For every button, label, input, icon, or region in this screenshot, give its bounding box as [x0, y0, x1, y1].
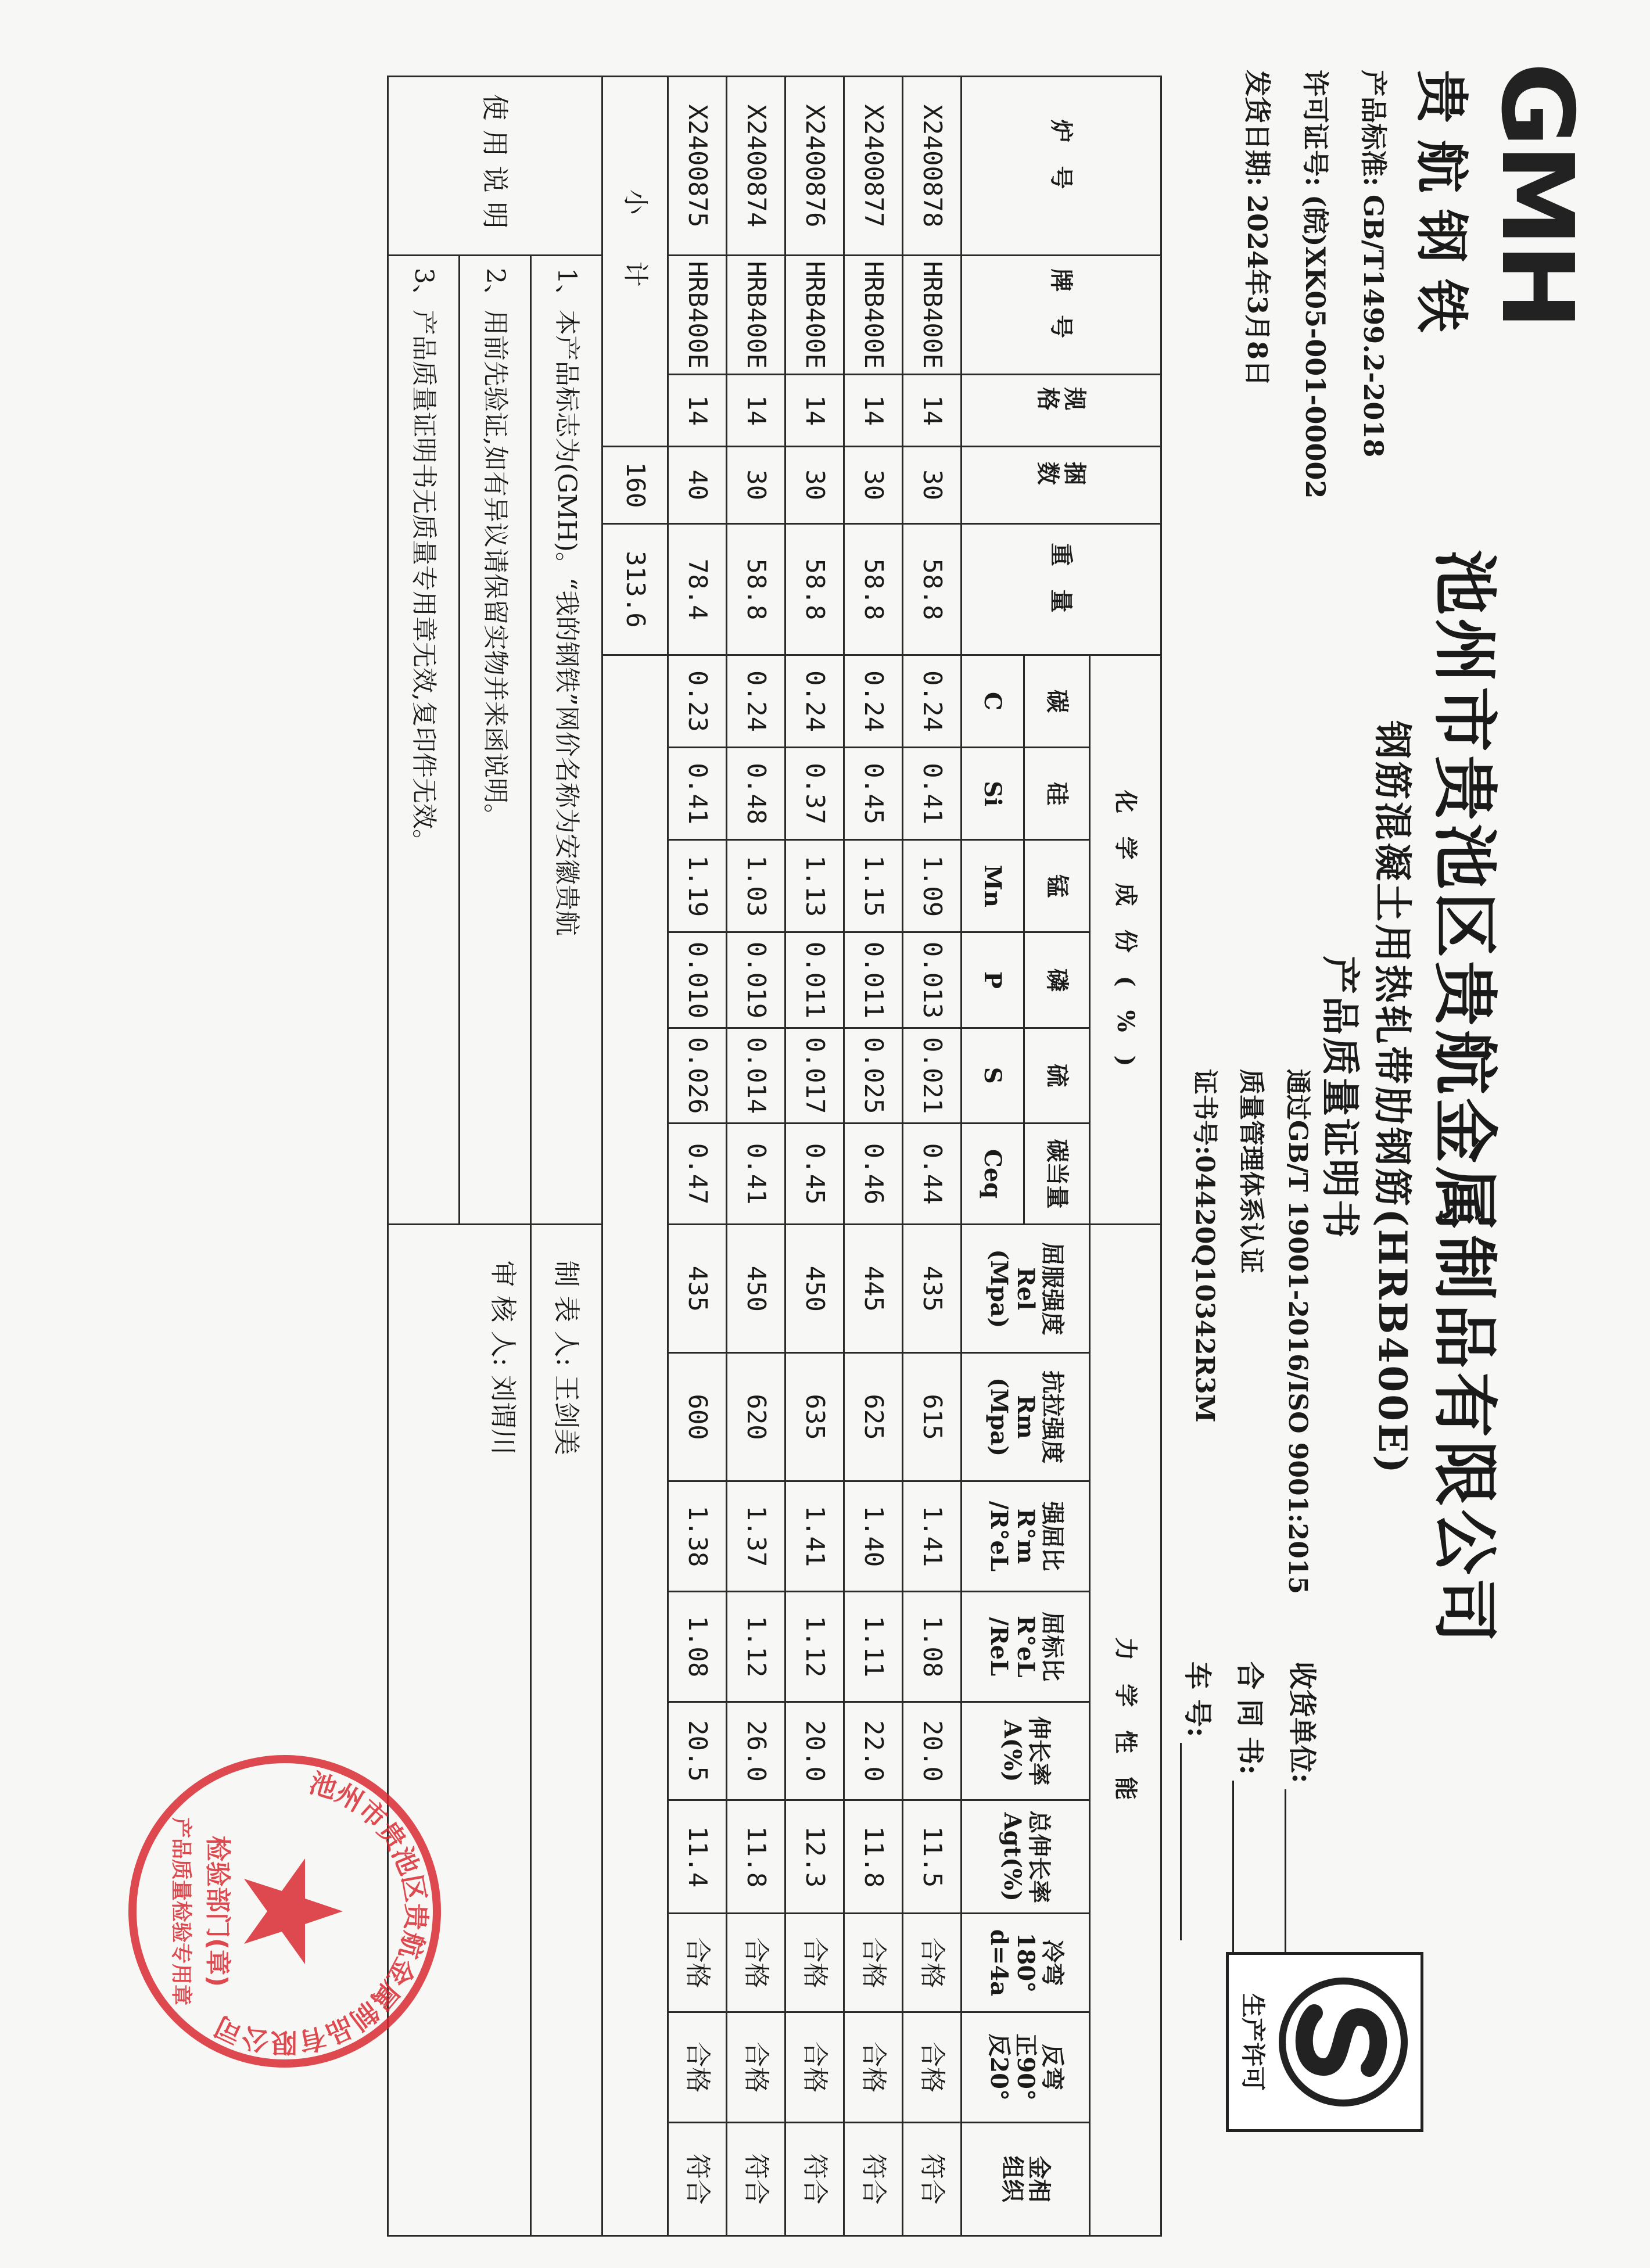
seal-bottom-text: 产品质量检验专用章: [169, 1817, 193, 2006]
header-elongation: [962, 1702, 1090, 1800]
ratio1-den: /R°eL: [985, 1501, 1013, 1572]
cell-c: 0.24: [727, 655, 785, 747]
cell-ratio1: 1.41: [903, 1481, 962, 1591]
cell-rm: 625: [844, 1353, 903, 1481]
cell-grade: HRB400E: [903, 256, 962, 375]
cell-si: 0.48: [727, 748, 785, 840]
cell-a: 22.0: [844, 1702, 903, 1800]
cell-p: 0.010: [668, 932, 727, 1028]
cell-bend: 合格: [785, 1914, 844, 2012]
cell-a: 20.0: [785, 1702, 844, 1800]
cell-ratio2: 1.12: [727, 1591, 785, 1702]
cell-rebend: 合格: [844, 2012, 903, 2122]
cell-furnace: X2400876: [785, 77, 844, 256]
agt-cn: 总伸长率: [1025, 1810, 1053, 1904]
cell-c: 0.23: [668, 655, 727, 747]
header-rebend: [962, 2012, 1090, 2122]
ratio1-cn: 强屈比: [1039, 1501, 1066, 1571]
certificate-number: [1189, 1069, 1226, 1423]
cell-spec: 14: [785, 375, 844, 446]
rebend-rev: 反20°: [985, 2033, 1013, 2101]
header-phosphorus: 磷: [1024, 932, 1090, 1028]
cell-rm: 635: [785, 1353, 844, 1481]
cell-spec: 14: [903, 375, 962, 446]
cell-ceq: 0.45: [785, 1123, 844, 1225]
contract-field: [1232, 1661, 1272, 1978]
bend-cn: 冷弯: [1039, 1939, 1066, 1986]
cell-metal: 符合: [785, 2122, 844, 2235]
header-weight: 重量: [962, 524, 1161, 655]
cell-ceq: 0.46: [844, 1123, 903, 1225]
cell-rel: 450: [785, 1225, 844, 1353]
metal-cn: 金相: [1025, 2155, 1053, 2202]
header-c: C: [962, 655, 1024, 747]
note-1: 1、本产品标志为(GMH)。“我的钢铁”网价名称为安徽贵航: [531, 256, 602, 1225]
cell-ratio2: 1.12: [785, 1591, 844, 1702]
cell-furnace: X2400875: [668, 77, 727, 256]
header-p: P: [962, 932, 1024, 1028]
product-title: 钢筋混凝土用热轧带肋钢筋(HRB400E): [1370, 720, 1415, 1476]
cell-mn: 1.19: [668, 840, 727, 932]
s-license-icon: [1276, 1975, 1410, 2109]
table-row: [727, 77, 785, 2236]
header-s: S: [962, 1028, 1024, 1123]
header-strength-ratio: [962, 1481, 1090, 1591]
cell-si: 0.41: [903, 748, 962, 840]
cell-rel: 450: [727, 1225, 785, 1353]
ratio2-sym: R°eL: [1012, 1615, 1039, 1678]
cell-ratio1: 1.40: [844, 1481, 903, 1591]
iso-certification: 通过GB/T 19001-2016/ISO 9001:2015: [1283, 1069, 1312, 1594]
cell-s: 0.025: [844, 1028, 903, 1123]
cell-agt: 11.5: [903, 1800, 962, 1914]
cell-metal: 符合: [903, 2122, 962, 2235]
table-row: [844, 77, 903, 2236]
cell-ratio2: 1.11: [844, 1591, 903, 1702]
ratio1-sym: R°m: [1012, 1508, 1039, 1564]
header-sulfur: 硫: [1024, 1028, 1090, 1123]
cell-rel: 435: [668, 1225, 727, 1353]
cell-grade: HRB400E: [844, 256, 903, 375]
cell-furnace: X2400874: [727, 77, 785, 256]
yield-unit: (Mpa): [985, 1249, 1013, 1329]
cell-rel: 445: [844, 1225, 903, 1353]
cell-rebend: 合格: [903, 2012, 962, 2122]
production-license-label: 生产许可: [1239, 1993, 1267, 2091]
cell-mn: 1.13: [785, 840, 844, 932]
cell-ceq: 0.47: [668, 1123, 727, 1225]
seal-center-text: 检验部门(章): [203, 1835, 232, 1987]
seal-ring-text: 池州市贵池区贵航金属制品有限公司: [209, 1767, 432, 2059]
ship-date-value: 2024年3月8日: [1242, 194, 1273, 387]
header-mn: Mn: [962, 840, 1024, 932]
cell-rebend: 合格: [668, 2012, 727, 2122]
usage-label: 使用说明: [388, 77, 602, 256]
table-row: [903, 77, 962, 2236]
cell-grade: HRB400E: [785, 256, 844, 375]
header-metallography: [962, 2122, 1090, 2235]
product-standard-value: GB/T1499.2-2018: [1358, 194, 1389, 458]
cell-grade: HRB400E: [727, 256, 785, 375]
cell-si: 0.45: [844, 748, 903, 840]
ratio2-cn: 屈标比: [1039, 1612, 1066, 1682]
cell-weight: 58.8: [785, 524, 844, 655]
maker-name: 王剑美: [551, 1375, 583, 1455]
certificate-number-label: 证书号:: [1190, 1069, 1219, 1155]
cell-weight: 58.8: [844, 524, 903, 655]
cell-agt: 11.4: [668, 1800, 727, 1914]
cell-c: 0.24: [903, 655, 962, 747]
production-license-mark: [1226, 1952, 1423, 2132]
cell-bundles: 40: [668, 446, 727, 523]
product-standard: [1356, 70, 1394, 457]
cell-metal: 符合: [668, 2122, 727, 2235]
yield-cn: 屈服强度: [1039, 1242, 1066, 1336]
subtotal-row: [602, 77, 668, 2236]
cell-rebend: 合格: [785, 2012, 844, 2122]
maker-label: 制 表 人:: [551, 1260, 583, 1367]
cell-s: 0.017: [785, 1028, 844, 1123]
product-standard-label: 产品标准:: [1358, 70, 1389, 186]
cell-ratio2: 1.08: [903, 1591, 962, 1702]
cell-ceq: 0.41: [727, 1123, 785, 1225]
cell-ratio1: 1.41: [785, 1481, 844, 1591]
ship-date: [1240, 70, 1278, 386]
header-mechanical: 力学性能: [1090, 1225, 1161, 2236]
agt-unit: Agt(%): [999, 1812, 1026, 1901]
cell-rm: 620: [727, 1353, 785, 1481]
bend-d: d=4a: [985, 1929, 1013, 1997]
cell-s: 0.026: [668, 1028, 727, 1123]
cell-furnace: X2400877: [844, 77, 903, 256]
cell-metal: 符合: [844, 2122, 903, 2235]
cell-a: 26.0: [727, 1702, 785, 1800]
cell-agt: 11.8: [727, 1800, 785, 1914]
contract-label: 合 同 书:: [1233, 1661, 1266, 1775]
header-chemistry: 化学成份(%): [1090, 655, 1161, 1225]
cell-s: 0.021: [903, 1028, 962, 1123]
cell-ratio1: 1.38: [668, 1481, 727, 1591]
cell-bundles: 30: [727, 446, 785, 523]
subtotal-weight: 313.6: [602, 524, 668, 655]
cell-agt: 12.3: [785, 1800, 844, 1914]
header-carbon: 碳: [1024, 655, 1090, 747]
certificate-title: 产品质量证明书: [1318, 956, 1363, 1240]
quality-system: 质量管理体系认证: [1236, 1069, 1266, 1273]
cell-weight: 58.8: [727, 524, 785, 655]
receiver-field: [1285, 1661, 1325, 1987]
cell-spec: 14: [668, 375, 727, 446]
cell-ceq: 0.44: [903, 1123, 962, 1225]
header-tensile: [962, 1353, 1090, 1481]
cell-bend: 合格: [668, 1914, 727, 2012]
header-yield-ratio: [962, 1591, 1090, 1702]
rebend-fwd: 正90°: [1012, 2033, 1039, 2101]
receiver-label: 收货单位:: [1286, 1661, 1318, 1783]
license-number-value: (皖)XK05-001-00002: [1300, 194, 1331, 499]
note-row-2: [460, 77, 531, 2236]
header-total-elongation: [962, 1800, 1090, 1914]
seal-star-icon: [244, 1858, 343, 1964]
ship-date-label: 发货日期:: [1242, 70, 1273, 186]
cell-p: 0.013: [903, 932, 962, 1028]
cell-ratio1: 1.37: [727, 1481, 785, 1591]
header-grade: 牌号: [962, 256, 1161, 375]
header-ceq: 碳当量: [1024, 1123, 1090, 1225]
reviewer-name: 刘谓川: [487, 1375, 519, 1455]
cell-agt: 11.8: [844, 1800, 903, 1914]
cell-c: 0.24: [844, 655, 903, 747]
cell-bundles: 30: [844, 446, 903, 523]
note-3: 3、产品质量证明书无质量专用章无效,复印件无效。: [388, 256, 460, 1225]
cell-ratio2: 1.08: [668, 1591, 727, 1702]
certificate-number-value: 04420Q10342R3M: [1190, 1155, 1219, 1423]
cell-rm: 600: [668, 1353, 727, 1481]
cell-spec: 14: [844, 375, 903, 446]
cell-si: 0.41: [668, 748, 727, 840]
cell-si: 0.37: [785, 748, 844, 840]
elong-unit: A(%): [999, 1720, 1026, 1782]
metal-cn2: 组织: [999, 2155, 1026, 2202]
cell-grade: HRB400E: [668, 256, 727, 375]
company-name: 池州市贵池区贵航金属制品有限公司: [1426, 550, 1502, 1646]
ratio2-den: /ReL: [985, 1617, 1013, 1677]
note-2: 2、用前先验证,如有异议请保留实物并来函说明。: [460, 256, 531, 1225]
cell-p: 0.011: [844, 932, 903, 1028]
subtotal-label: 小计: [602, 77, 668, 447]
rebend-cn: 反弯: [1039, 2044, 1066, 2091]
contract-blank: [1232, 1781, 1257, 1978]
cell-mn: 1.15: [844, 840, 903, 932]
yield-sym: Rel: [1012, 1267, 1039, 1311]
cell-bend: 合格: [844, 1914, 903, 2012]
elong-cn: 伸长率: [1025, 1716, 1053, 1786]
cell-mn: 1.09: [903, 840, 962, 932]
note-row-1: [531, 77, 602, 2236]
header-ceq-en: Ceq: [962, 1123, 1024, 1225]
cell-mn: 1.03: [727, 840, 785, 932]
subtotal-blank: [602, 655, 668, 2235]
maker-cell: [531, 1225, 602, 2236]
cell-weight: 58.8: [903, 524, 962, 655]
tensile-unit: (Mpa): [985, 1377, 1013, 1457]
logo-name: 贵航钢铁: [1410, 70, 1472, 349]
header-cold-bend: [962, 1914, 1090, 2012]
cell-metal: 符合: [727, 2122, 785, 2235]
header-yield: [962, 1225, 1090, 1353]
subtotal-bundles: 160: [602, 446, 668, 523]
company-logo: [1410, 62, 1594, 372]
cell-rel: 435: [903, 1225, 962, 1353]
cell-rebend: 合格: [727, 2012, 785, 2122]
header-bundles: 捆数: [962, 446, 1161, 523]
logo-mark: GMH: [1479, 62, 1594, 326]
inspection-seal: [122, 1749, 447, 2074]
header-furnace: 炉号: [962, 77, 1161, 256]
cell-rm: 615: [903, 1353, 962, 1481]
vehicle-blank: [1180, 1743, 1205, 1940]
cell-spec: 14: [727, 375, 785, 446]
vehicle-field: [1180, 1661, 1220, 1940]
cell-bend: 合格: [903, 1914, 962, 2012]
table-row: [668, 77, 727, 2236]
cell-s: 0.014: [727, 1028, 785, 1123]
header-si: Si: [962, 748, 1024, 840]
table-body: [668, 77, 962, 2236]
cell-p: 0.019: [727, 932, 785, 1028]
header-silicon: 硅: [1024, 748, 1090, 840]
license-number-label: 许可证号:: [1300, 70, 1331, 186]
cell-c: 0.24: [785, 655, 844, 747]
cell-furnace: X2400878: [903, 77, 962, 256]
header-spec: 规格: [962, 375, 1161, 446]
reviewer-cell: [388, 1225, 531, 2236]
header-manganese: 锰: [1024, 840, 1090, 932]
vehicle-label: 车 号:: [1181, 1661, 1214, 1738]
cell-a: 20.0: [903, 1702, 962, 1800]
tensile-cn: 抗拉强度: [1039, 1370, 1066, 1464]
cell-bundles: 30: [903, 446, 962, 523]
license-number: [1298, 70, 1336, 498]
cell-p: 0.011: [785, 932, 844, 1028]
tensile-sym: Rm: [1012, 1395, 1039, 1439]
table-row: [785, 77, 844, 2236]
cell-bundles: 30: [785, 446, 844, 523]
cell-weight: 78.4: [668, 524, 727, 655]
reviewer-label: 审 核 人:: [487, 1260, 519, 1367]
quality-table: [387, 76, 1162, 2237]
cell-bend: 合格: [727, 1914, 785, 2012]
cell-a: 20.5: [668, 1702, 727, 1800]
bend-angle: 180°: [1012, 1932, 1039, 1993]
